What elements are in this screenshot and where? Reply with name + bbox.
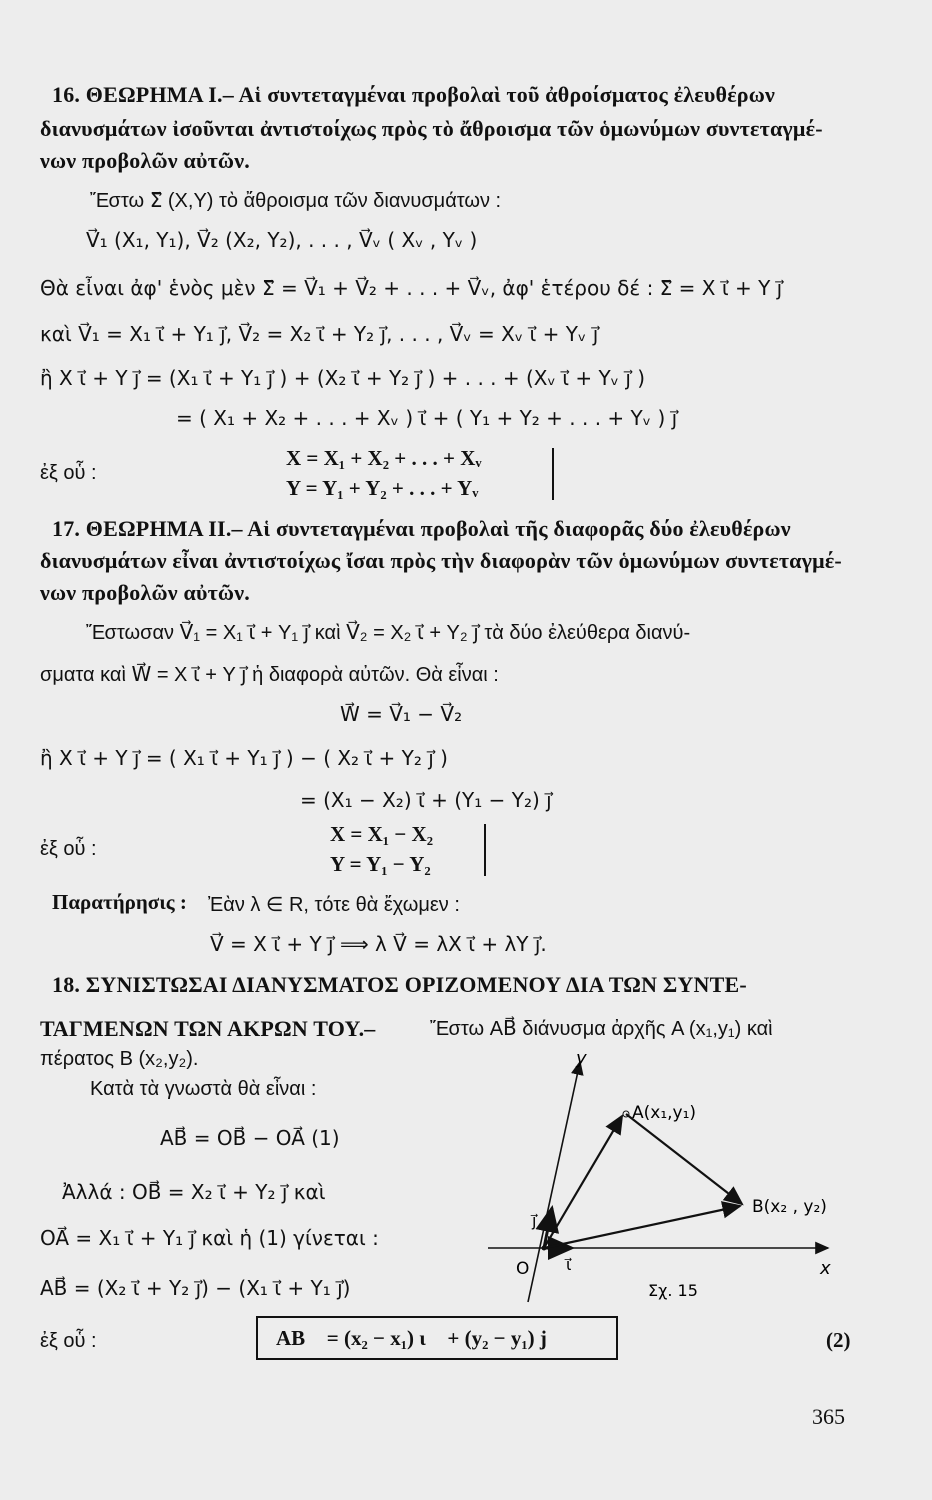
sec16-line3: Θὰ εἶναι ἀφ' ἑνὸς μὲν Σ⃗ = V⃗₁ + V⃗₂ + . . . + V⃗ᵥ, ἀφ' ἑτέρου δέ : Σ⃗ = X ι⃗ + Y j⃗ — [40, 276, 783, 300]
sec18-line5: AB⃗ = (X₂ ι⃗ + Y₂ j⃗) − (X₁ ι⃗ + Y₁ j⃗) — [40, 1276, 351, 1300]
equation-number: (2) — [826, 1328, 851, 1352]
sec17-line3: W⃗ = V⃗₁ − V⃗₂ — [340, 702, 463, 726]
sec16-heading-line3: νων προβολῶν αὐτῶν. — [40, 148, 250, 173]
label-j: j⃗ — [532, 1211, 537, 1230]
sec18-line3: Ἀλλά : OB⃗ = X₂ ι⃗ + Y₂ j⃗ καὶ — [62, 1180, 326, 1204]
sec16-line2: V⃗₁ (X₁, Y₁), V⃗₂ (X₂, Y₂), . . . , V⃗ᵥ ( Xᵥ , Yᵥ ) — [86, 228, 478, 252]
sec16-line1: Ἔστω Σ⃗ (X,Y) τὸ ἄθροισμα τῶν διανυσμάτων : — [90, 190, 502, 212]
sec16-result-x: X = X₁ + X₂ + . . . + Xᵥ — [286, 446, 482, 470]
origin-point — [542, 1246, 547, 1251]
sec17-line2: σματα καὶ W⃗ = X ι⃗ + Y j⃗ ἡ διαφορὰ αὐτῶν. Θὰ εἶναι : — [40, 664, 499, 686]
sec17-result-x: X = X₁ − X₂ — [330, 822, 434, 846]
sec18-line2: AB⃗ = OB⃗ − OA⃗ (1) — [160, 1126, 340, 1150]
sec17-ex-label: ἐξ οὗ : — [40, 838, 97, 860]
label-B: B(x₂ , y₂) — [752, 1197, 827, 1217]
sec18-line4: OA⃗ = X₁ ι⃗ + Y₁ j⃗ καὶ ἡ (1) γίνεται : — [40, 1226, 379, 1250]
label-A: A(x₁,y₁) — [632, 1103, 697, 1123]
sec17-line1: Ἔστωσαν V⃗₁ = X₁ ι⃗ + Y₁ j⃗ καὶ V⃗₂ = X₂ ι⃗ + Y₂ j⃗ τὰ δύο ἐλεύθερα διανύ- — [86, 622, 691, 644]
sec16-ex-label: ἐξ οὗ : — [40, 462, 97, 484]
vector-OB — [544, 1206, 740, 1248]
vector-AB — [626, 1114, 742, 1204]
sec18-ex-label: ἐξ οὗ : — [40, 1330, 97, 1352]
sec18-line1: Κατὰ τὰ γνωστὰ θὰ εἶναι : — [90, 1078, 317, 1100]
remark-label: Παρατήρησις : — [52, 890, 187, 914]
remark-text: Ἐὰν λ ∈ R, τότε θὰ ἔχωμεν : — [208, 894, 460, 916]
label-origin: O — [516, 1259, 530, 1279]
remark-equation: V⃗ = X ι⃗ + Y j⃗ ⟹ λ V⃗ = λX ι⃗ + λY j⃗. — [210, 932, 547, 956]
sec18-heading-line1: 18. ΣΥΝΙΣΤΩΣΑΙ ΔΙΑΝΥΣΜΑΤΟΣ ΟΡΙΖΟΜΕΝΟΥ ΔΙΑ ΤΩΝ ΣΥΝΤΕ- — [52, 972, 747, 997]
sec18-heading-line2a: ΤΑΓΜΕΝΩΝ ΤΩΝ ΑΚΡΩΝ ΤΟΥ.– — [40, 1016, 376, 1041]
sec17-line4: ἢ X ι⃗ + Y j⃗ = ( X₁ ι⃗ + Y₁ j⃗ ) − ( X₂ ι⃗ + Y₂ j⃗ ) — [40, 746, 448, 770]
y-axis — [528, 1062, 580, 1302]
label-x: x — [820, 1258, 831, 1279]
sec16-line4: καὶ V⃗₁ = X₁ ι⃗ + Y₁ j⃗, V⃗₂ = X₂ ι⃗ + Y₂ j⃗, . . . , V⃗ᵥ = Xᵥ ι⃗ + Yᵥ j⃗ — [40, 322, 599, 346]
sec18-heading-line2b: Ἔστω AB⃗ διάνυσμα ἀρχῆς A (x₁,y₁) καὶ — [430, 1018, 773, 1040]
sec17-heading-line2: διανυσμάτων εἶναι ἀντιστοίχως ἴσαι πρὸς τὴν διαφορὰν τῶν ὁμωνύμων συντεταγμέ- — [40, 548, 842, 573]
sec16-heading-line1: 16. ΘΕΩΡΗΜΑ Ι.– Αἱ συντεταγμέναι προβολαὶ τοῦ ἀθροίσματος ἐλευθέρων — [52, 82, 776, 107]
sec16-result-y: Y = Y₁ + Y₂ + . . . + Yᵥ — [286, 476, 479, 500]
sec16-line6: = ( X₁ + X₂ + . . . + Xᵥ ) ι⃗ + ( Y₁ + Y₂ + . . . + Yᵥ ) j⃗ — [176, 406, 678, 430]
sec18-heading-line3: πέρατος B (x₂,y₂). — [40, 1048, 199, 1070]
label-y: y — [576, 1048, 587, 1069]
sec16-heading-line2: διανυσμάτων ἰσοῦνται ἀντιστοίχως πρὸς τὸ ἄθροισμα τῶν ὁμωνύμων συντεταγμέ- — [40, 116, 823, 141]
sec16-line5: ἢ X ι⃗ + Y j⃗ = (X₁ ι⃗ + Y₁ j⃗ ) + (X₂ ι⃗ + Y₂ j⃗ ) + . . . + (Xᵥ ι⃗ + Yᵥ j⃗ ) — [40, 366, 646, 390]
sec17-result-y: Y = Y₁ − Y₂ — [330, 852, 431, 876]
label-i: ι⃗ — [566, 1255, 572, 1274]
boxed-formula-text: AB⃗ = (x₂ − x₁) ι⃗ + (y₂ − y₁) j⃗ — [276, 1326, 564, 1350]
figure-caption: Σχ. 15 — [648, 1281, 698, 1300]
sec17-heading-line1: 17. ΘΕΩΡΗΜΑ ΙΙ.– Αἱ συντεταγμέναι προβολαὶ τῆς διαφορᾶς δύο ἐλευθέρων — [52, 516, 791, 541]
sec17-line5: = (X₁ − X₂) ι⃗ + (Y₁ − Y₂) j⃗ — [300, 788, 552, 812]
vector-OA — [544, 1116, 622, 1248]
sec17-heading-line3: νων προβολῶν αὐτῶν. — [40, 580, 250, 605]
page-number: 365 — [812, 1404, 845, 1429]
